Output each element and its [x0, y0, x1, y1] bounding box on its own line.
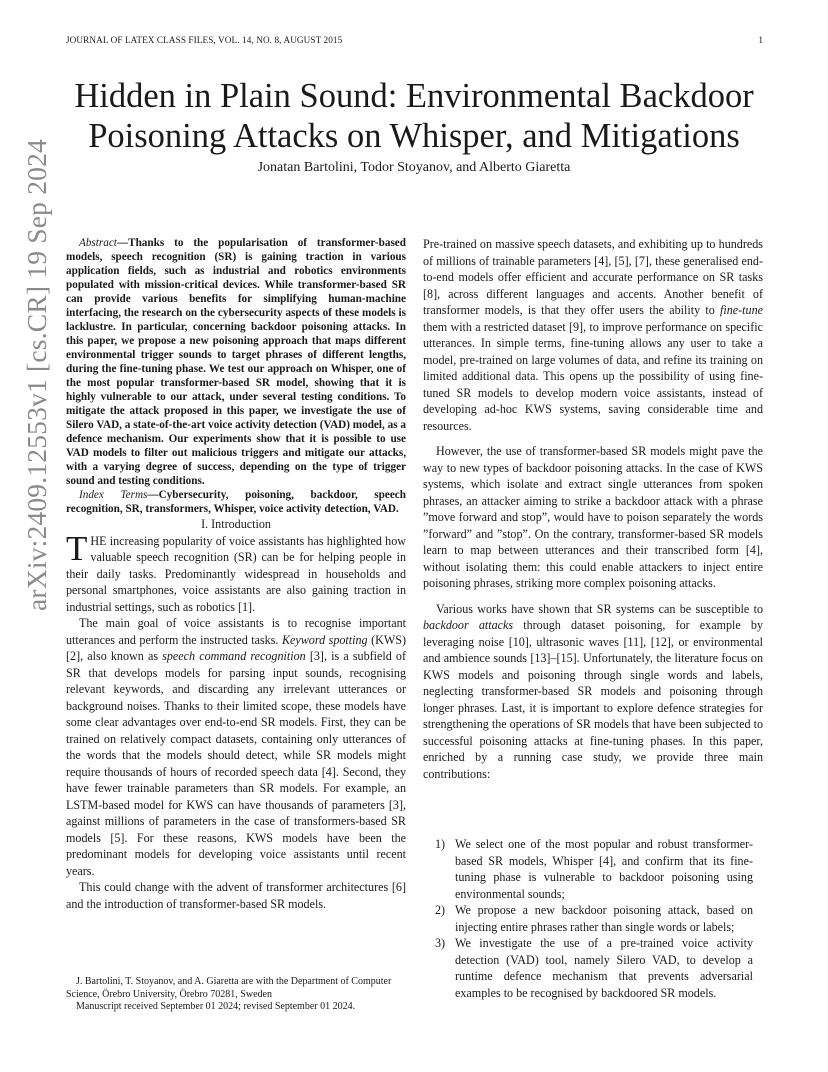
arxiv-stamp-text: arXiv:2409.12553v1 [cs.CR] 19 Sep 2024 [21, 138, 53, 612]
list-item-text: We propose a new backdoor poisoning attack, based on injecting entire phrases rather than single words or labels; [455, 903, 753, 934]
intro-p2-part-c: [3], is a subfield of SR that develops models for parsing input sounds, recognising relevant keywords, and discarding any irrelevant utterances or background noises. Thanks to their limited scope, these models have some clear advantages over end-to-end SR models. First, they can be trained on relatively compact datasets, containing only utterances of the words that the models should detect, while SR models might require thousands of hours of recorded speech data [4]. Second, they have fewer trainable parameters than SR models. For example, an LSTM-based model for KWS can have thousands of parameters [3], against millions of parameters in the case of transformers-based SR models [5]. For these reasons, KWS models have been the predominant models for developing voice assistants until recent years. [66, 649, 407, 878]
list-item-number: 2) [435, 903, 446, 917]
list-item [423, 902, 763, 935]
running-head: JOURNAL OF LATEX CLASS FILES, VOL. 14, NO. 8, AUGUST 2015 [66, 35, 343, 45]
abstract-label: Abstract [79, 237, 117, 249]
index-terms-label: Index Terms [79, 489, 148, 501]
footnotes [66, 976, 406, 1014]
right-column [423, 236, 763, 782]
footnote-affiliation: J. Bartolini, T. Stoyanov, and A. Giaretta are with the Department of Computer Science, Örebro University, Örebro 70281, Sweden [66, 976, 392, 1000]
intro-p4-part-b: them with a restricted dataset [9], to improve performance on specific utterances. In simple terms, fine-tuning allows any user to take a model, pre-trained on large volumes of data, and refine its training on limited additional data. This opens up the possibility of using fine-tuned SR models to develop modern voice assistants, instead of developing ad-hoc KWS systems, saving considerable time and resources. [423, 319, 763, 433]
intro-paragraph-3: This could change with the advent of transformer architectures [6] and the introduction of transformer-based SR models. [66, 880, 406, 911]
list-item [423, 935, 763, 1001]
intro-p2-part-b: (KWS) [2], also known as [66, 632, 407, 663]
intro-p6-part-b: through dataset poisoning, for example by leveraging noise [10], ultrasonic waves [11], [12], or environmental and ambience sounds [13]–[15]. Unfortunately, the literature focus on KWS models and poisoning through single words and labels, neglecting transformer-based SR models and poisoning through longer phrases. Last, it is important to explore defence strategies for strengthening the operations of SR models that have been subjected to successful poisoning attacks at fine-tuning phases. In this paper, enriched by a running case study, we provide three main contributions: [423, 618, 763, 781]
list-item [423, 836, 763, 902]
intro-paragraph-5: However, the use of transformer-based SR models might pave the way to new types of backdoor poisoning attacks. In the case of KWS systems, which isolate and extract single utterances from spoken phrases, an attacker aiming to strike a backdoor attack with a phrase ”move forward and stop”, would have to poison separately the words ”forward” and ”stop”. On the contrary, transformer-based SR models learn to map between utterances and their transcribed form [4], without isolating them: this could enable attackers to inject entire poisoning phrases, striking more complex poisoning attacks. [423, 444, 763, 590]
intro-paragraph-4 [423, 236, 763, 434]
intro-paragraph-2 [66, 615, 406, 879]
footnote-manuscript: Manuscript received September 01 2024; revised September 01 2024. [76, 1001, 356, 1012]
list-item-text: We select one of the most popular and robust transformer-based SR models, Whisper [4], and confirm that its fine-tuning phase is vulnerable to backdoor poisoning using environmental sounds; [455, 837, 753, 901]
page-number: 1 [758, 35, 763, 45]
section-heading-introduction: I. Introduction [201, 517, 271, 531]
list-item-number: 3) [435, 936, 446, 950]
intro-p4-emphasis-fine-tune: fine-tune [720, 303, 763, 317]
intro-paragraph-1-text: HE increasing popularity of voice assistants has highlighted how valuable speech recognition (SR) can be for helping people in their daily tasks. Predominantly widespread in households and personal smartphones, voice assistants are also gaining traction in industrial settings, such as robotics [1]. [66, 533, 406, 614]
title-line-1: Hidden in Plain Sound: Environmental Backdoor [74, 77, 754, 115]
intro-paragraph-6 [423, 601, 763, 783]
contributions-list [423, 836, 763, 1001]
index-terms-text: —Cybersecurity, poisoning, backdoor, speech recognition, SR, transformers, Whisper, voice activity detection, VAD. [66, 489, 406, 515]
index-terms [66, 488, 406, 516]
intro-p2-part-a: The main goal of voice assistants is to recognise important utterances and perform the instructed tasks. [66, 616, 406, 647]
intro-p2-emphasis-keyword-spotting: Keyword spotting [281, 632, 368, 647]
title-line-2: Poisoning Attacks on Whisper, and Mitigations [88, 117, 740, 155]
author-list: Jonatan Bartolini, Todor Stoyanov, and Alberto Giaretta [257, 160, 571, 175]
intro-p6-part-a: Various works have shown that SR systems can be susceptible to [436, 601, 763, 616]
list-item-number: 1) [435, 837, 446, 851]
drop-cap: T [66, 528, 88, 568]
intro-p4-part-a: Pre-trained on massive speech datasets, and exhibiting up to hundreds of millions of trainable parameters [4], [5], [7], these generalised end-to-end models offer efficient and accurate performance on SR tasks [8], across different languages and accents. Another benefit of transformer models, is that they offer users the ability to [423, 237, 763, 317]
abstract [66, 236, 406, 488]
intro-p6-emphasis-backdoor-attacks: backdoor attacks [423, 618, 514, 632]
intro-paragraph-1 [66, 528, 406, 616]
abstract-text: —Thanks to the popularisation of transformer-based models, speech recognition (SR) is gaining traction in various application fields, such as industrial and robotics environments populated with mission-critical devices. While transformer-based SR can provide various benefits for simplifying human-machine interfacing, the research on the cybersecurity aspects of these models is lacklustre. In particular, concerning backdoor poisoning attacks. In this paper, we propose a new poisoning approach that maps different environmental trigger sounds to target phrases of different lengths, during the fine-tuning phase. We test our approach on Whisper, one of the most popular transformer-based SR model, showing that it is highly vulnerable to our attack, under several testing conditions. To mitigate the attack proposed in this paper, we investigate the use of Silero VAD, a state-of-the-art voice activity detection (VAD) model, as a defence mechanism. Our experiments show that it is possible to use VAD models to filter out malicious triggers and mitigate our attacks, with a varying degree of success, depending on the type of trigger sound and testing conditions. [66, 237, 406, 487]
paper-title [0, 76, 828, 156]
list-item-text: We investigate the use of a pre-trained voice activity detection (VAD) tool, namely Silero VAD, to develop a runtime defence mechanism that prevents adversarial examples to be recognised by backdoored SR models. [455, 936, 753, 1000]
intro-p2-emphasis-speech-command: speech command recognition [162, 649, 306, 663]
left-column [66, 236, 406, 912]
